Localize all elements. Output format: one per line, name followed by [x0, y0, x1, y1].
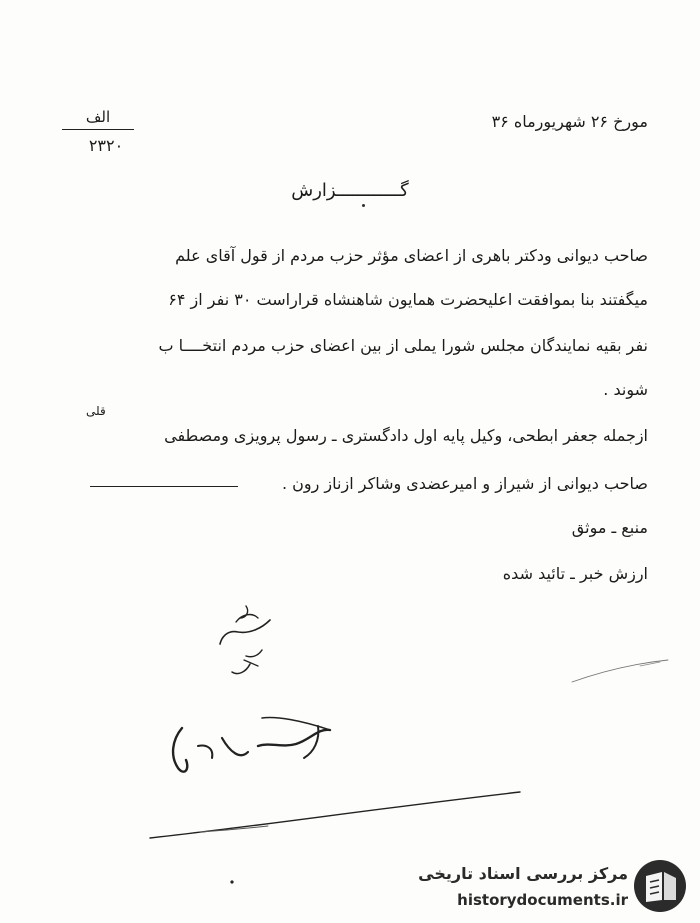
body-line-2: میگفتند بنا بموافقت اعلیحضرت همایون شاهنشاه قراراست ۳۰ نفر از ۶۴ [168, 290, 648, 309]
watermark-name: مرکز بررسی اسناد تاریخی [418, 864, 628, 883]
value-line: ارزش خبر ـ تائید شده [502, 564, 648, 583]
handwritten-insert: قلی [86, 404, 106, 418]
document-title: گــــــــــــزارش [291, 180, 409, 201]
document-date: مورخ ۲۶ شهریورماه ۳۶ [491, 112, 648, 131]
body-line-3: نفر بقیه نمایندگان مجلس شورا یملی از بین اعضای حزب مردم انتخــــا ب [158, 336, 648, 355]
watermark-site: historydocuments.ir [457, 891, 628, 909]
body-line-1: صاحب دیوانی ودکتر باهری از اعضای مؤثر حزب مردم از قول آقای علم [175, 246, 648, 265]
reference-number: ۲۳۲۰ [88, 136, 124, 155]
source-line: منبع ـ موثق [571, 518, 648, 537]
archive-logo-icon [632, 858, 688, 914]
classification-label: الف [85, 108, 111, 126]
body-line-6: صاحب دیوانی از شیراز و امیرعضدی وشاکر ازناز رون . [281, 474, 648, 493]
body-line-4: شوند . [603, 380, 648, 399]
body-line-5: ازجمله جعفر ابطحی، وکیل پایه اول دادگستری ـ رسول پرویزی ومصطفی [164, 426, 648, 445]
